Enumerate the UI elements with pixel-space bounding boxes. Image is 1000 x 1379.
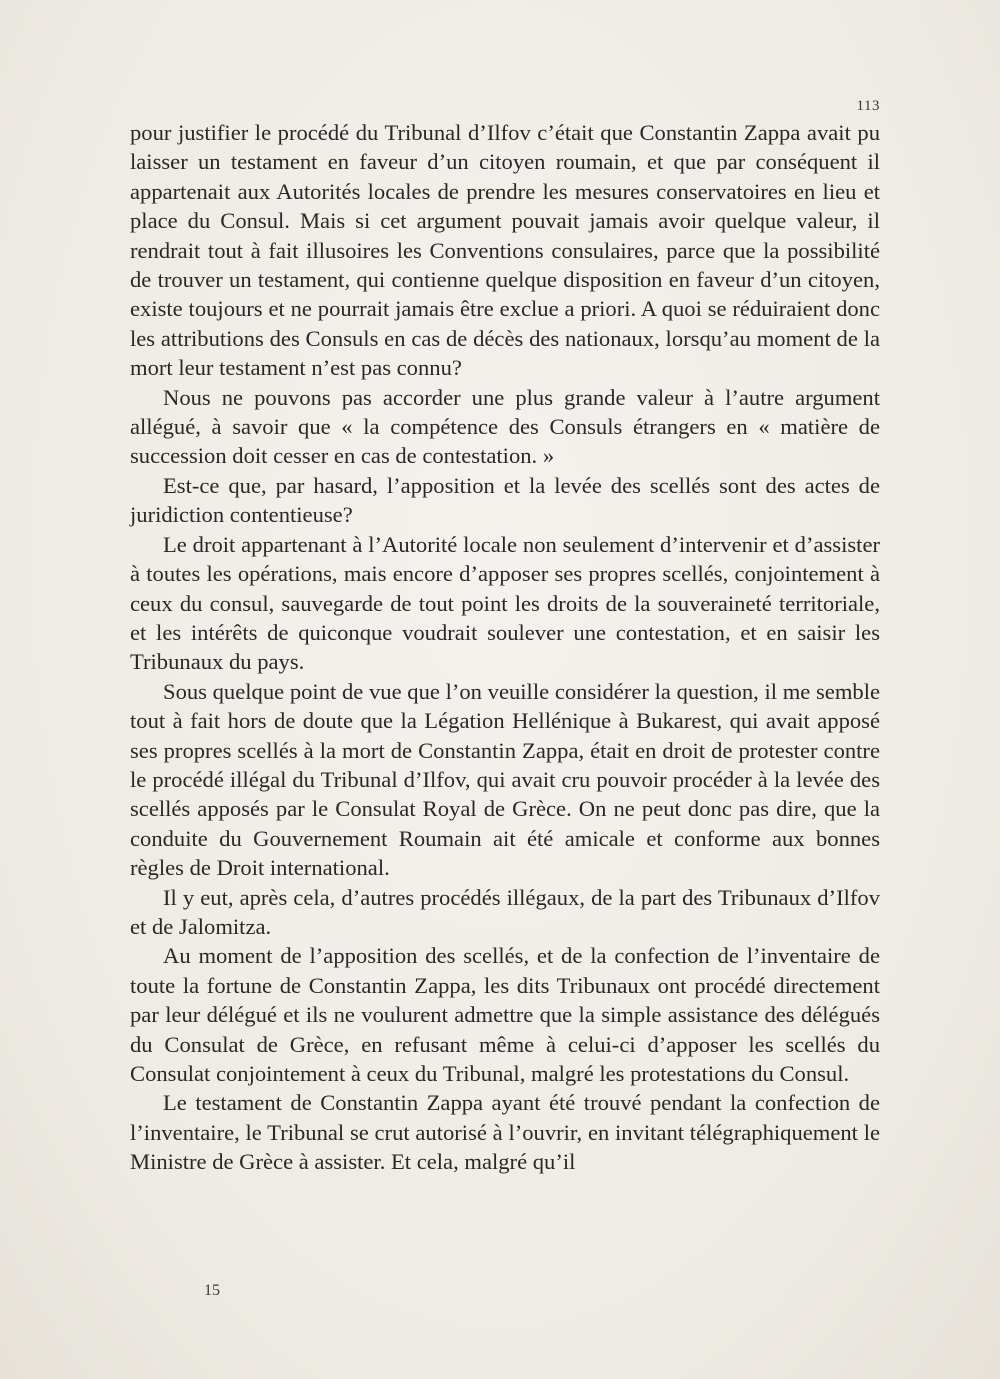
page-body [130,118,880,1177]
paragraph-1: pour justifier le procédé du Tribunal d’Ilfov c’était que Constantin Zappa avait pu laisser un testament en faveur d’un citoyen roumain, et que par conséquent il appartenait aux Autorités locales de prendre les mesures conservatoires en lieu et place du Consul. Mais si cet argument pouvait jamais avoir quelque valeur, il rendrait tout à fait illusoires les Conventions consulaires, parce que la possibilité de trouver un testament, qui contienne quelque disposition en faveur d’un citoyen, existe toujours et ne pourrait jamais être exclue a priori. A quoi se réduiraient donc les attributions des Consuls en cas de décès des nationaux, lorsqu’au moment de la mort leur testament n’est pas connu? [130,120,880,381]
paragraph-4: Le droit appartenant à l’Autorité locale non seulement d’intervenir et d’assister à toutes les opérations, mais encore d’apposer ses propres scellés, conjointement à ceux du consul, sauvegarde de tout point les droits de la souveraineté territoriale, et les intérêts de quiconque voudrait soulever une contestation, et en saisir les Tribunaux du pays. [130,531,880,675]
page-number: 113 [856,98,880,114]
paragraph-7: Au moment de l’apposition des scellés, et de la confection de l’inventaire de toute la fortune de Constantin Zappa, les dits Tribunaux ont procédé directement par leur délégué et ils ne voulurent admettre que la simple assistance des délégués du Consulat de Grèce, en refusant même à celui-ci d’apposer les scellés du Consulat conjointement à ceux du Tribunal, malgré les protestations du Consul. [130,943,880,1086]
paragraph-3: Est-ce que, par hasard, l’apposition et la levée des scellés sont des actes de juridiction contentieuse? [130,472,880,528]
paragraph-6: Il y eut, après cela, d’autres procédés illégaux, de la part des Tribunaux d’Ilfov et de Jalomitza. [130,884,880,939]
paragraph-2: Nous ne pouvons pas accorder une plus grande valeur à l’autre argument allégué, à savoir que « la compétence des Consuls étrangers en « matière de succession doit cesser en cas de contestation. » [130,384,880,469]
signature-mark: 15 [204,1282,220,1299]
paragraph-5: Sous quelque point de vue que l’on veuille considérer la question, il me semble tout à fait hors de doute que la Légation Hellénique à Bukarest, qui avait apposé ses propres scellés à la mort de Constantin Zappa, était en droit de protester contre le procédé illégal du Tribunal d’Ilfov, qui avait cru pouvoir procéder à la levée des scellés apposés par le Consulat Royal de Grèce. On ne peut donc pas dire, que la conduite du Gouvernement Roumain ait été amicale et conforme aux bonnes règles de Droit international. [130,678,880,881]
paragraph-8: Le testament de Constantin Zappa ayant été trouvé pendant la confection de l’inventaire, le Tribunal se crut autorisé à l’ouvrir, en invitant télégraphiquement le Ministre de Grèce à assister. Et cela, malgré qu’il [130,1090,880,1175]
